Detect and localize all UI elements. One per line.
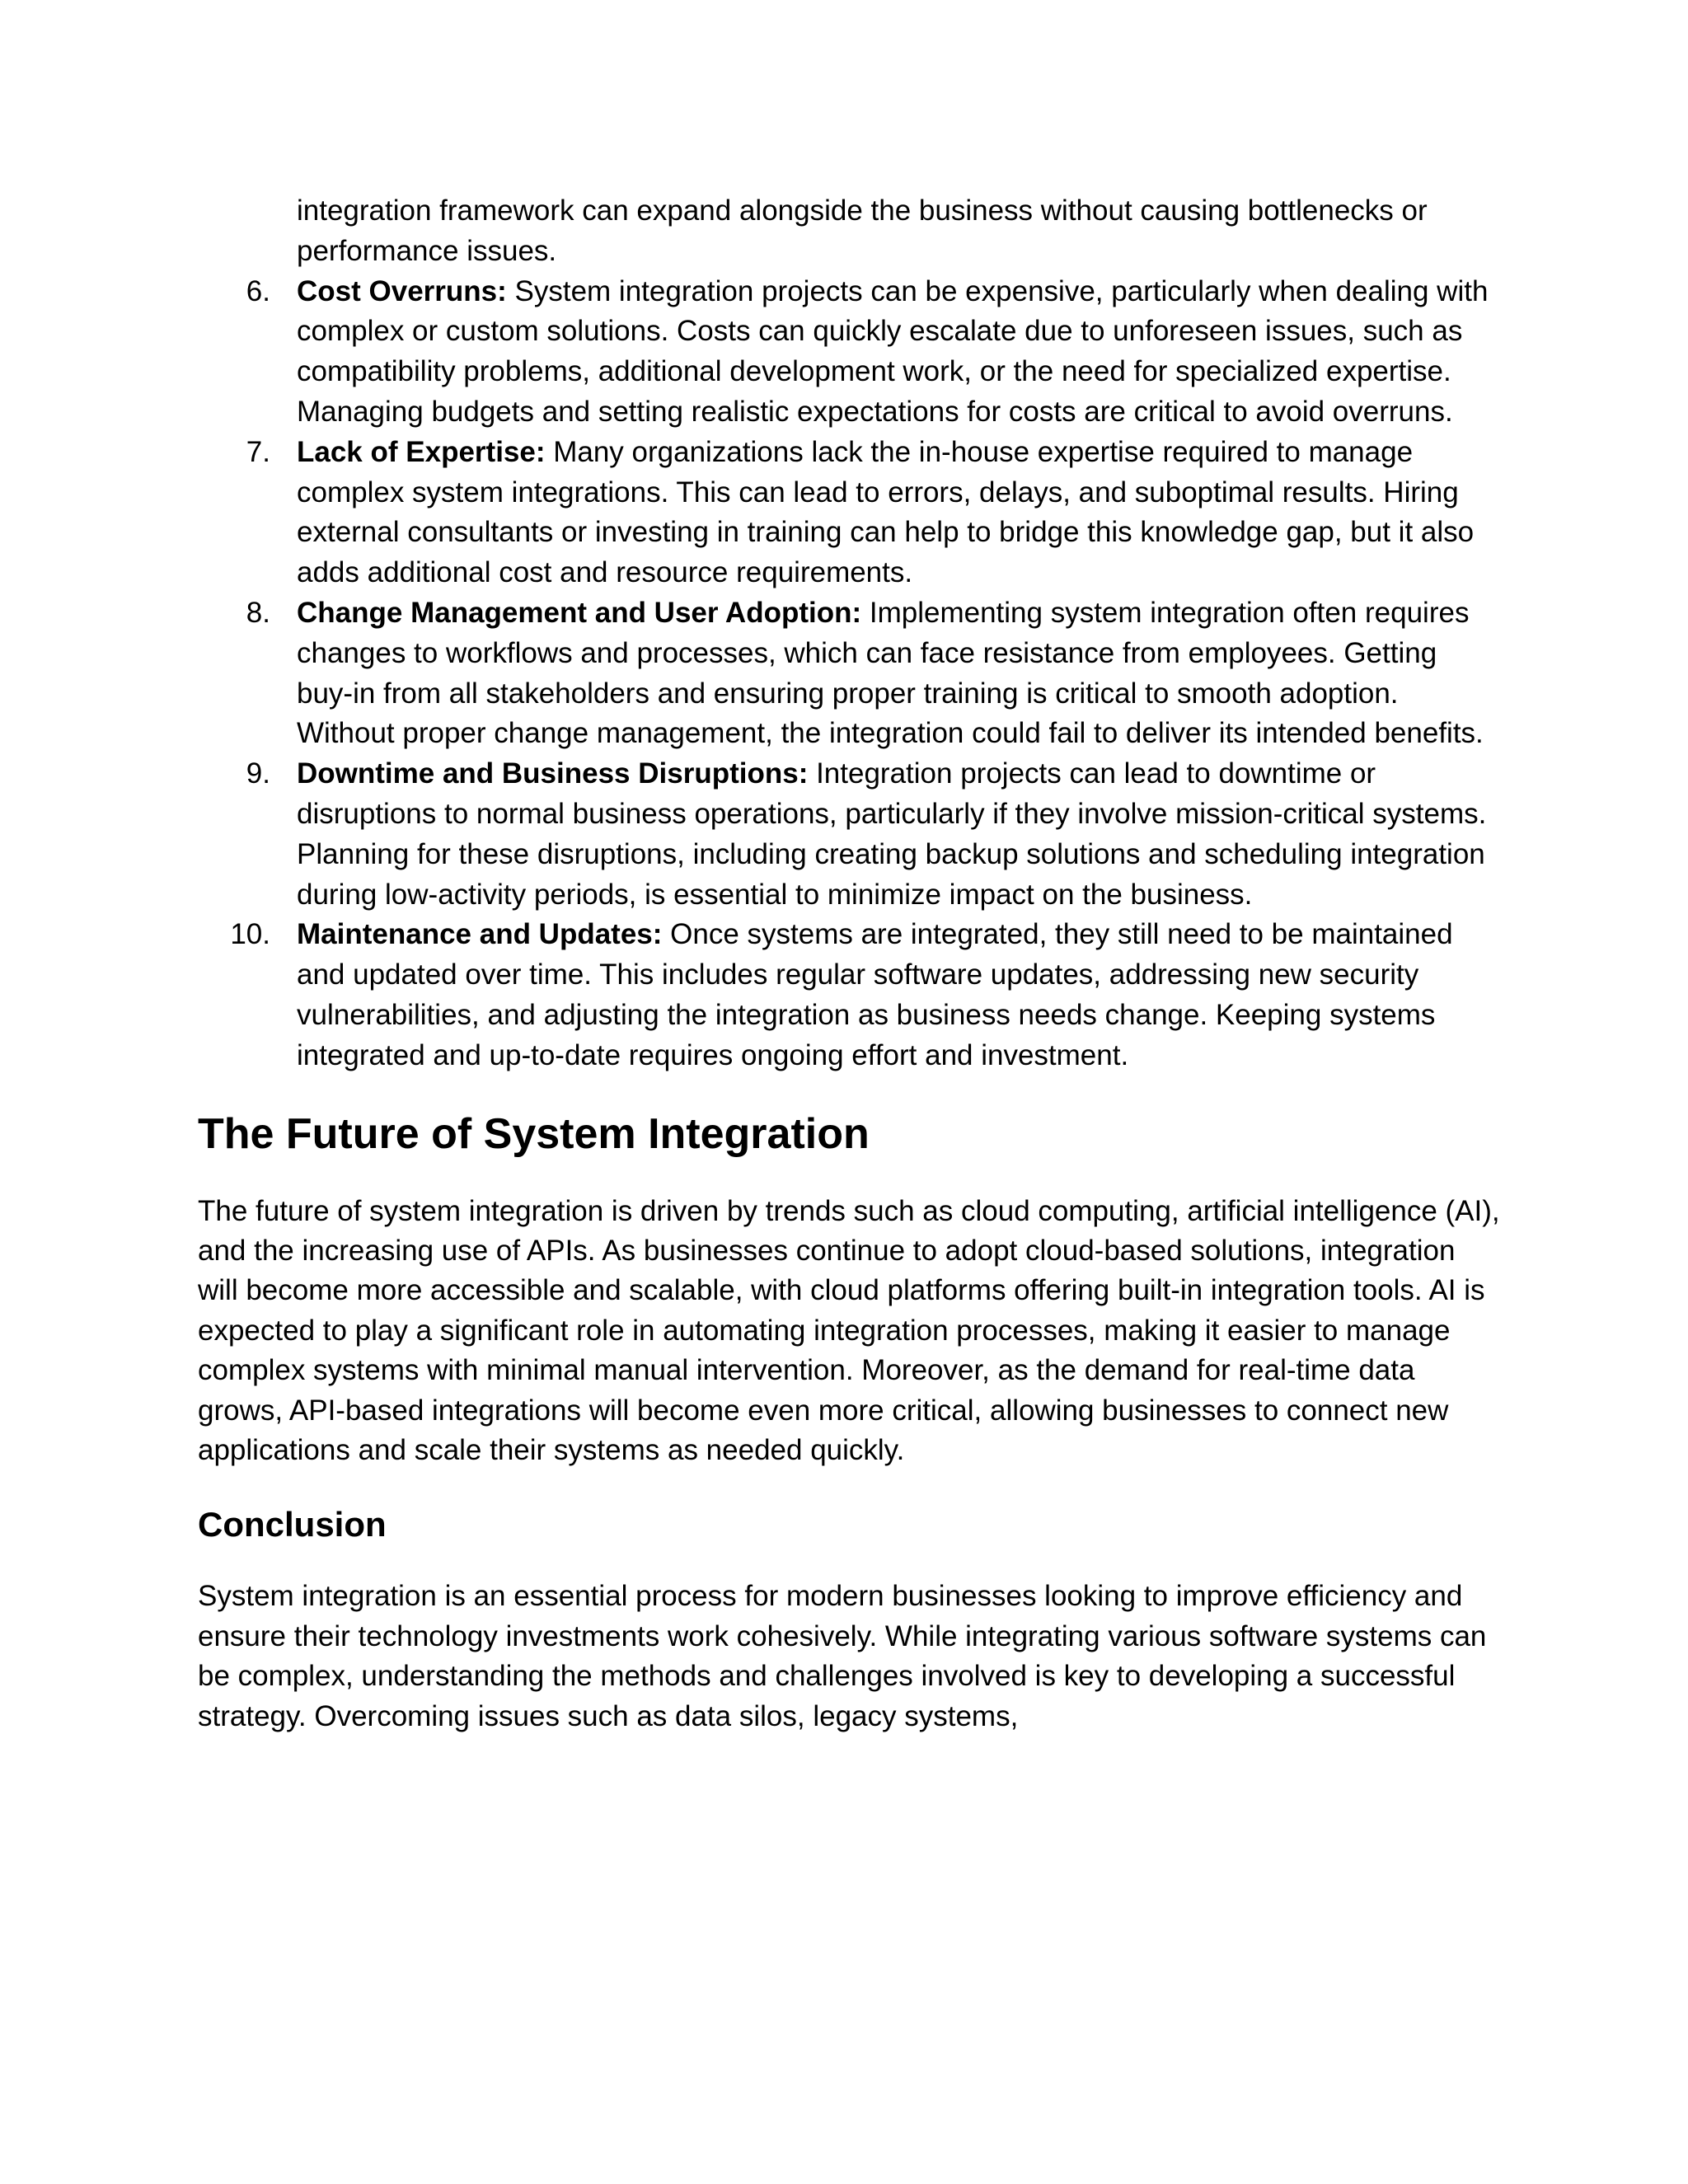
list-item-number: 7.: [246, 435, 270, 468]
list-item: [198, 593, 1500, 754]
list-item-text: Integration projects can lead to downtime or disruptions to normal business operations, particularly if they involve mission-critical systems. Planning for these disruptions, including creating backup solutions and scheduling integration during low-activity periods, is essential to minimize impact on the business.: [297, 757, 1487, 911]
list-item-text: Implementing system integration often requires changes to workflows and processes, which can face resistance from employees. Getting buy-in from all stakeholders and ensuring proper training is critical to smooth adoption. Without proper change management, the integration could fail to deliver its intended benefits.: [297, 596, 1484, 750]
section-heading-future: The Future of System Integration: [198, 1109, 870, 1158]
section-heading-conclusion: Conclusion: [198, 1505, 387, 1544]
list-item: [198, 272, 1500, 433]
list-item: [198, 754, 1500, 915]
list-item-title: Downtime and Business Disruptions:: [297, 757, 809, 790]
list-item-title: Lack of Expertise:: [297, 435, 546, 468]
document-content: [198, 191, 1500, 1736]
list-item-number: 10.: [230, 918, 270, 951]
list-item: [198, 915, 1500, 1076]
list-item-continuation: integration framework can expand alongside the business without causing bottlenecks or performance issues.: [297, 194, 1428, 267]
list-item: [198, 433, 1500, 593]
list-item-number: 9.: [246, 757, 270, 790]
list-item-number: 6.: [246, 274, 270, 307]
list-item-number: 8.: [246, 596, 270, 629]
list-item-text: System integration projects can be expensive, particularly when dealing with complex or custom solutions. Costs can quickly escalate due to unforeseen issues, such as compatibility problems, additional development work, or the need for specialized expertise. Managing budgets and setting realistic expectations for costs are critical to avoid overruns.: [297, 274, 1489, 428]
conclusion-paragraph: System integration is an essential process for modern businesses looking to improve efficiency and ensure their technology investments work cohesively. While integrating various software systems can be complex, understanding the methods and challenges involved is key to developing a successful strategy. Overcoming issues such as data silos, legacy systems,: [198, 1580, 1487, 1732]
list-item-title: Cost Overruns:: [297, 274, 507, 307]
future-paragraph: The future of system integration is driven by trends such as cloud computing, artificial intelligence (AI), and the increasing use of APIs. As businesses continue to adopt cloud-based solutions, integration will become more accessible and scalable, with cloud platforms offering built-in integration tools. AI is expected to play a significant role in automating integration processes, making it easier to manage complex systems with minimal manual intervention. Moreover, as the demand for real-time data grows, API-based integrations will become even more critical, allowing businesses to connect new applications and scale their systems as needed quickly.: [198, 1194, 1500, 1466]
list-item-title: Maintenance and Updates:: [297, 918, 663, 951]
list-item-title: Change Management and User Adoption:: [297, 596, 862, 629]
challenges-list: [198, 191, 1500, 1076]
list-item-text: Once systems are integrated, they still need to be maintained and updated over time. This includes regular software updates, addressing new security vulnerabilities, and adjusting the integration as business needs change. Keeping systems integrated and up-to-date requires ongoing effort and investment.: [297, 918, 1453, 1071]
list-item-text: Many organizations lack the in-house expertise required to manage complex system integrations. This can lead to errors, delays, and suboptimal results. Hiring external consultants or investing in training can help to bridge this knowledge gap, but it also adds additional cost and resource requirements.: [297, 435, 1475, 589]
